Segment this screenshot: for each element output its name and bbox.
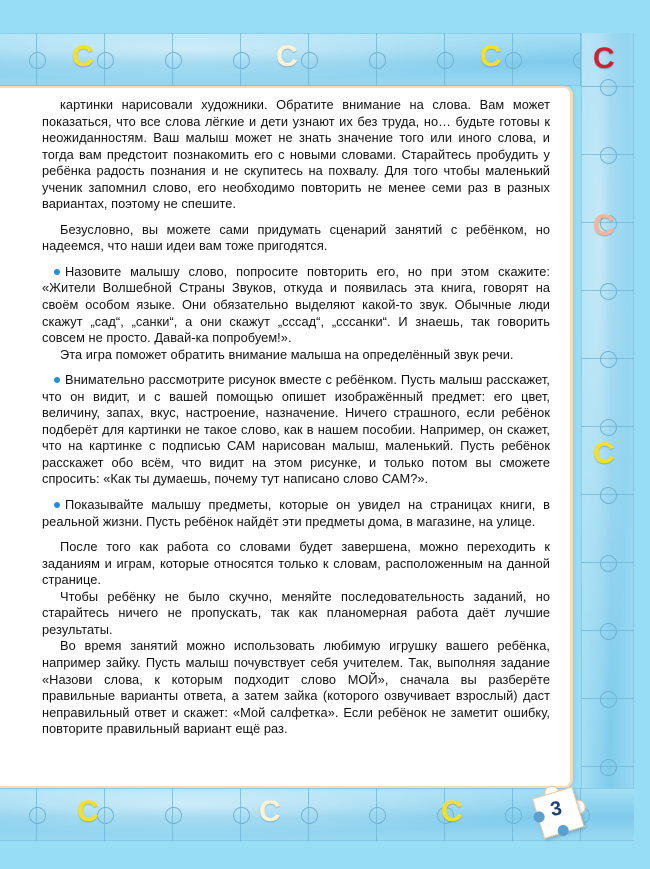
puzzle-knob	[600, 147, 617, 164]
puzzle-strip-top	[0, 33, 634, 86]
puzzle-knob	[600, 419, 617, 436]
paragraph-bullet	[42, 264, 550, 347]
letter-c-icon: C	[593, 42, 615, 75]
page-number: 3	[548, 797, 564, 821]
puzzle-knob	[437, 52, 454, 69]
letter-c-icon: C	[77, 795, 99, 828]
puzzle-knob	[505, 807, 522, 824]
paragraph-text: Показывайте малышу предметы, которые он увидел на страницах книги, в реальной жизни. Пусть ребёнок найдёт эти предметы дома, в магазине, на улице.	[42, 497, 550, 529]
letter-c-icon: C	[259, 795, 281, 828]
paragraph: После того как работа со словами будет завершена, можно переходить к заданиям и играм, которые относятся только к словам, расположенным на данной странице.	[42, 539, 550, 588]
paragraph: Эта игра поможет обратить внимание малыша на определённый звук речи.	[60, 346, 514, 362]
paragraph-bullet	[42, 372, 550, 488]
puzzle-knob	[600, 487, 617, 504]
puzzle-knob	[600, 623, 617, 640]
bullet-dot-icon	[54, 377, 60, 383]
puzzle-knob	[301, 52, 318, 69]
strip-edge-top	[0, 788, 634, 789]
letter-c-icon: C	[480, 40, 502, 73]
letter-c-icon: C	[593, 209, 615, 242]
paragraph-text: Назовите малышу слово, попросите повторить его, но при этом скажите: «Жители Волшебной Страны Звуков, откуда и появилась эта книга, говорят на своём особом языке. Они обязательно выделяют какой-то звук. Обычные люди скажут „сад“, „санки“, а они скажут „сссад“, „сссанки“. И знаешь, так говорить совсем не просто. Давай-ка попробуем!».	[42, 263, 550, 346]
body-text	[42, 97, 550, 738]
puzzle-knob	[165, 52, 182, 69]
puzzle-knob	[600, 759, 617, 776]
paragraph-bullet	[42, 497, 550, 530]
puzzle-knob	[29, 52, 46, 69]
paragraph-text: Внимательно рассмотрите рисунок вместе с ребёнком. Пусть малыш расскажет, что он видит, и с вашей помощью опишет изображённый предмет: его цвет, величину, запах, вкус, настроение, назначение. Ничего страшного, если ребёнок подберёт для картинки не такое слово, как в нашем пособии. Например, он скажет, что на картинке с подписью САМ нарисован малыш, маленький. Пусть ребёнок расскажет обо всём, что видит на этом рисунке, и только потом вы сможете спросить: «Как ты думаешь, почему тут написано слово САМ?».	[42, 372, 550, 487]
puzzle-knob	[233, 52, 250, 69]
strip-edge-top	[0, 33, 634, 34]
letter-c-icon: C	[593, 437, 615, 470]
letter-c-icon: C	[72, 40, 94, 73]
puzzle-knob	[97, 52, 114, 69]
puzzle-knob	[600, 691, 617, 708]
letter-c-icon: C	[276, 40, 298, 73]
puzzle-knob	[165, 807, 182, 824]
puzzle-knob	[233, 807, 250, 824]
bullet-dot-icon	[54, 502, 60, 508]
puzzle-knob	[301, 807, 318, 824]
bullet-dot-icon	[54, 269, 60, 275]
page-content-card	[0, 86, 573, 788]
puzzle-knob	[600, 555, 617, 572]
puzzle-knob	[369, 52, 386, 69]
paragraph: Безусловно, вы можете сами придумать сценарий занятий с ребёнком, но надеемся, что наши идеи вам тоже пригодятся.	[42, 221, 550, 254]
letter-c-icon: C	[441, 795, 463, 828]
puzzle-knob	[29, 807, 46, 824]
puzzle-knob	[369, 807, 386, 824]
puzzle-knob	[600, 351, 617, 368]
puzzle-knob	[600, 79, 617, 96]
paragraph: картинки нарисовали художники. Обратите внимание на слова. Вам может показаться, что все слова лёгкие и дети узнают их без труда, но… будьте готовы к неожиданностям. Ваш малыш может не знать значение того или иного слова, и тогда вам предстоит познакомить его с новыми словами. Старайтесь пробудить у ребёнка радость познания и не скупитесь на похвалу. Для того чтобы маленький ученик запомнил слово, его необходимо повторить не менее семи раз в разных вариантах, поэтому не спешите.	[42, 97, 550, 212]
puzzle-knob	[97, 807, 114, 824]
paragraph: Чтобы ребёнку не было скучно, меняйте последовательность заданий, но старайтесь ничего не пропускать, так как планомерная работа даёт лучшие результаты.	[42, 588, 550, 637]
puzzle-knob	[600, 283, 617, 300]
puzzle-knob	[505, 52, 522, 69]
puzzle-strip-right	[581, 33, 634, 841]
paragraph: Во время занятий можно использовать любимую игрушку вашего ребёнка, например зайку. Пусть малыш почувствует себя учителем. Так, выполняя задание «Назови слова, к которым подходит слово МОЙ», сначала вы разберёте правильные варианты ответа, а затем зайка (которого озвучивает взрослый) даст неправильный ответ и скажет: «Мой салфетка». Если ребёнок не заметит ошибку, повторите правильный вариант ещё раз.	[42, 638, 550, 737]
